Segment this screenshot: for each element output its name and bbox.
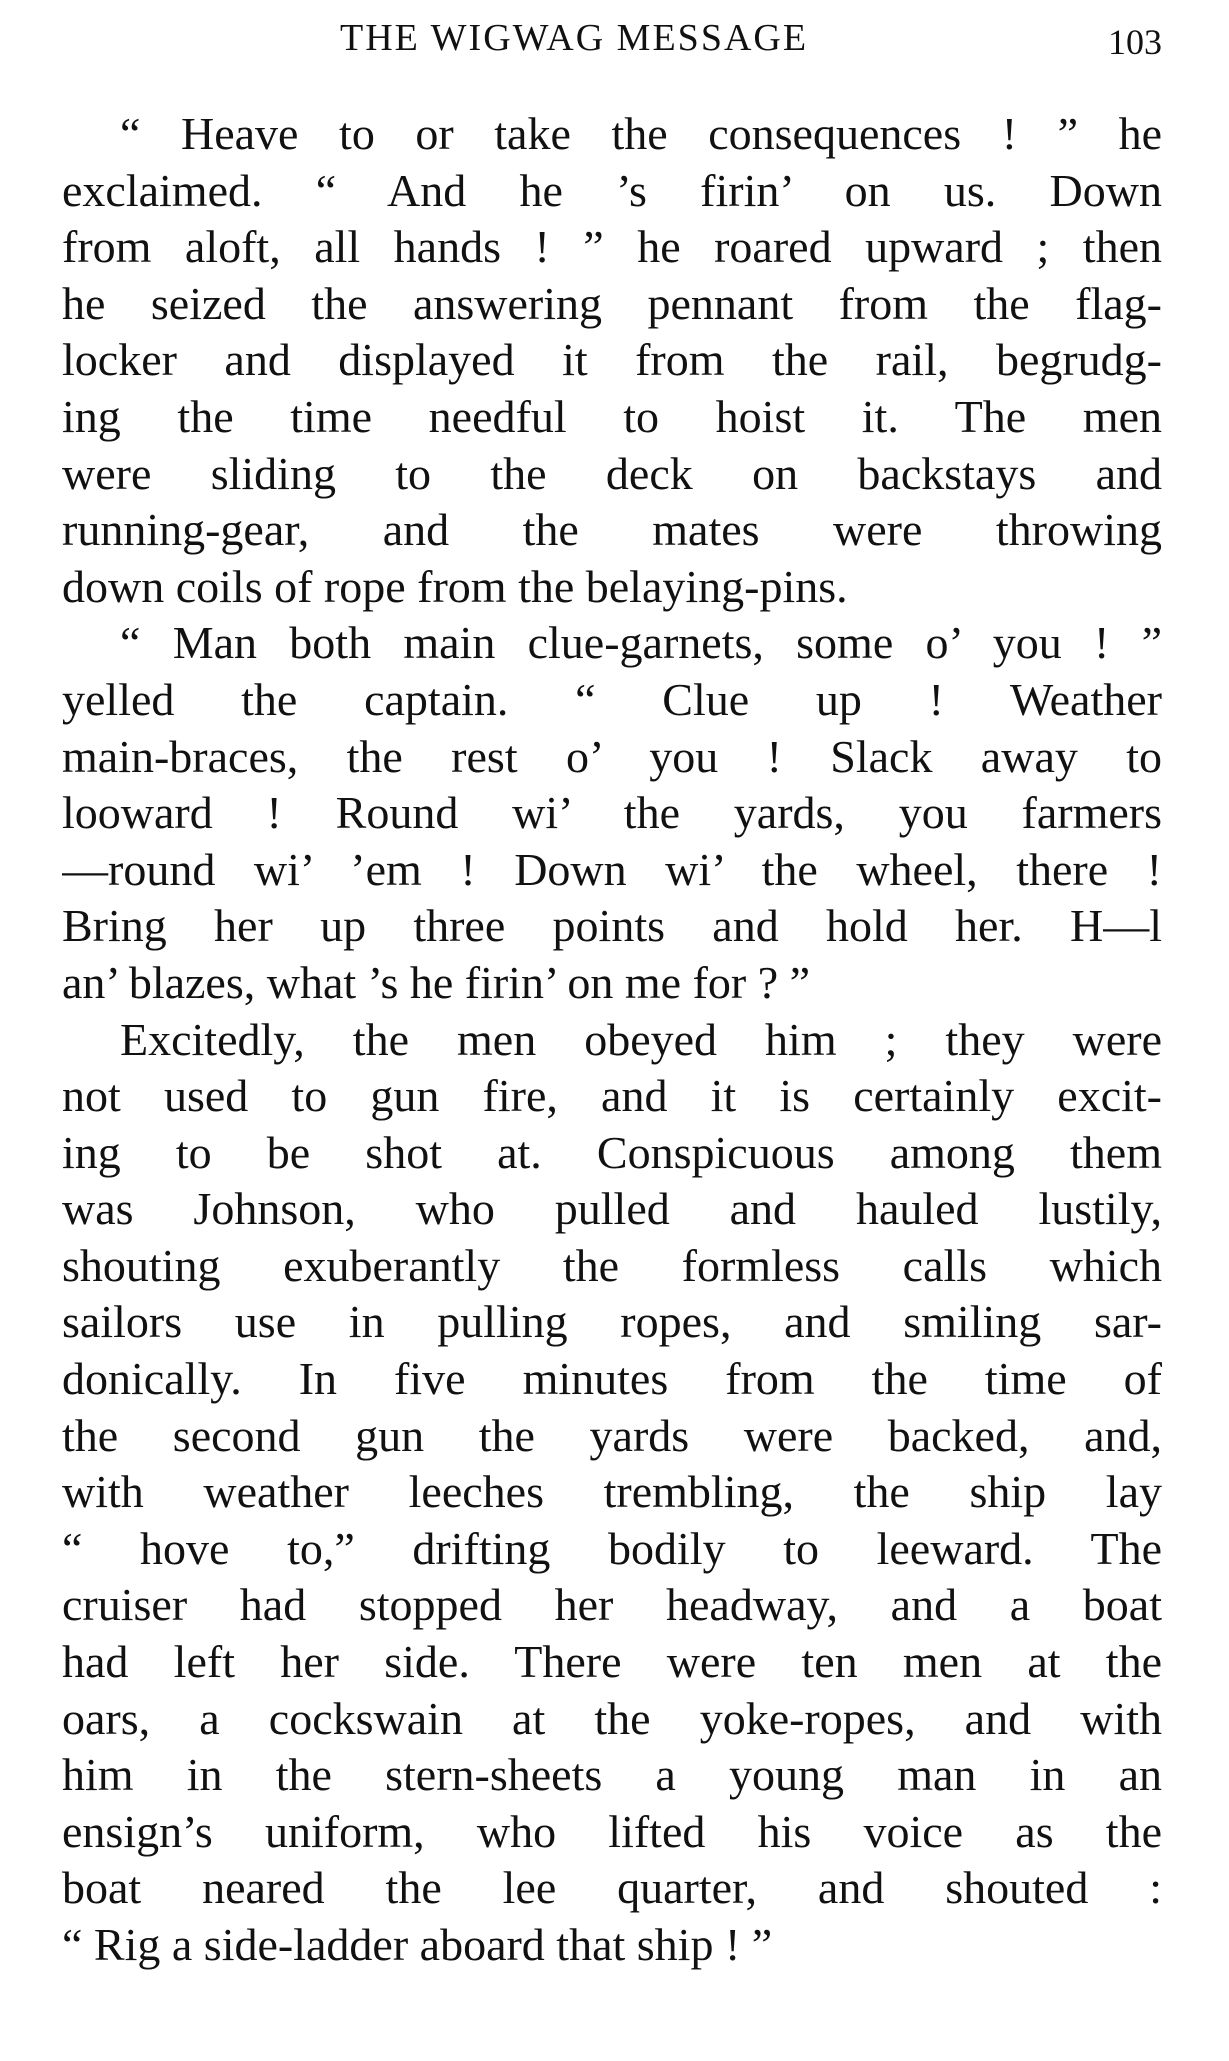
paragraph (62, 615, 1162, 1011)
page-number: 103 (1108, 22, 1162, 62)
text-line: locker and displayed it from the rail, begrudg- (62, 334, 1162, 386)
text-line: down coils of rope from the belaying-pins. (62, 560, 848, 612)
text-line: donically. In five minutes from the time of (62, 1353, 1162, 1405)
text-line: “ Rig a side-ladder aboard that ship ! ” (62, 1919, 773, 1970)
text-line: were sliding to the deck on backstays and (62, 447, 1162, 499)
text-line: ensign’s uniform, who lifted his voice as the (62, 1805, 1162, 1857)
text-line: exclaimed. “ And he ’s firin’ on us. Down (62, 164, 1162, 216)
text-line: ing the time needful to hoist it. The men (62, 390, 1162, 442)
text-line: was Johnson, who pulled and hauled lustily, (62, 1183, 1162, 1235)
text-line: “ hove to,” drifting bodily to leeward. The (62, 1522, 1162, 1574)
text-line: yelled the captain. “ Clue up ! Weather (62, 673, 1162, 725)
text-line: sailors use in pulling ropes, and smiling sar- (62, 1296, 1162, 1348)
text-line: Bring her up three points and hold her. H—l (62, 900, 1162, 952)
paragraph (62, 106, 1162, 615)
text-line: —round wi’ ’em ! Down wi’ the wheel, there ! (62, 843, 1162, 895)
text-line: with weather leeches trembling, the ship lay (62, 1466, 1162, 1518)
text-line: “ Heave to or take the consequences ! ” he (120, 108, 1162, 159)
text-line: cruiser had stopped her headway, and a boat (62, 1579, 1162, 1631)
text-line: Excitedly, the men obeyed him ; they were (120, 1013, 1162, 1065)
text-line: running-gear, and the mates were throwing (62, 504, 1162, 556)
text-line: looward ! Round wi’ the yards, you farmers (62, 787, 1162, 839)
text-line: not used to gun fire, and it is certainly excit- (62, 1070, 1162, 1122)
text-line: had left her side. There were ten men at the (62, 1636, 1162, 1688)
text-line: ing to be shot at. Conspicuous among them (62, 1126, 1162, 1178)
text-line: oars, a cockswain at the yoke-ropes, and with (62, 1692, 1162, 1744)
text-line: from aloft, all hands ! ” he roared upward ; then (62, 221, 1162, 273)
text-line: an’ blazes, what ’s he firin’ on me for ? ” (62, 956, 811, 1008)
text-line: boat neared the lee quarter, and shouted : (62, 1862, 1162, 1914)
text-line: shouting exuberantly the formless calls which (62, 1239, 1162, 1291)
body-text (62, 106, 1162, 1974)
running-title: THE WIGWAG MESSAGE (340, 17, 809, 59)
text-line: him in the stern-sheets a young man in an (62, 1749, 1162, 1801)
text-line: he seized the answering pennant from the flag- (62, 277, 1162, 329)
text-line: the second gun the yards were backed, and, (62, 1409, 1162, 1461)
paragraph (62, 1012, 1162, 1974)
text-line: “ Man both main clue-garnets, some o’ you ! ” (120, 617, 1162, 669)
running-head (62, 14, 1162, 64)
text-line: main-braces, the rest o’ you ! Slack away to (62, 730, 1162, 782)
